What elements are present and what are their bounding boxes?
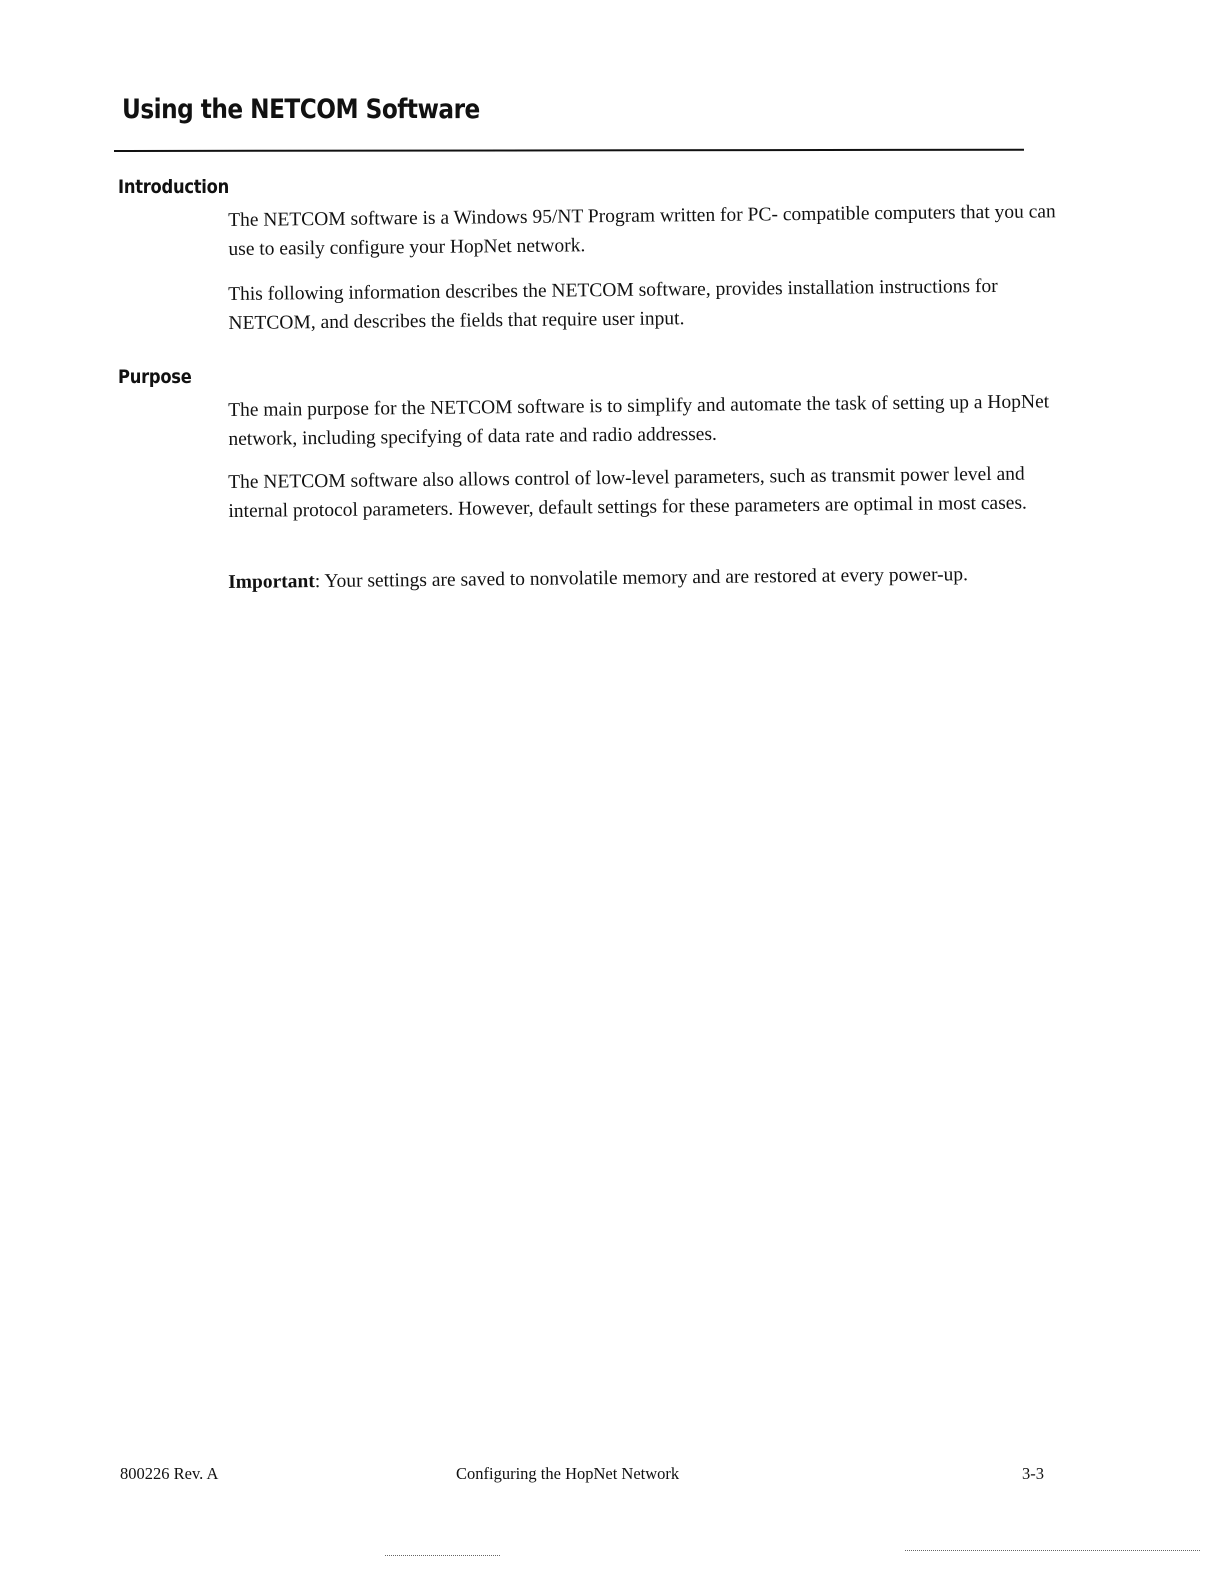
important-note-text: : Your settings are saved to nonvolatile memory and are restored at every power-up. (314, 564, 969, 593)
footer-doc-number: 800226 Rev. A (120, 1464, 219, 1483)
scan-artifact-right (905, 1550, 1200, 1551)
introduction-paragraph-2: This following information describes the NETCOM software, provides installation instructions for NETCOM, and describes the fields that require user input. (228, 275, 998, 334)
footer-chapter-title: Configuring the HopNet Network (456, 1464, 680, 1483)
important-note (228, 559, 1068, 597)
page-title: Using the NETCOM Software (122, 94, 480, 125)
purpose-paragraph-2: The NETCOM software also allows control of low-level parameters, such as transmit power level and internal protocol parameters. However, default settings for these parameters are optimal in most cases. (228, 463, 1027, 522)
purpose-paragraph-1: The main purpose for the NETCOM software is to simplify and automate the task of setting up a HopNet network, including specifying of data rate and radio addresses. (228, 391, 1050, 450)
scan-artifact-left (385, 1555, 500, 1556)
introduction-paragraph-1: The NETCOM software is a Windows 95/NT Program written for PC- compatible computers that you can use to easily configure your HopNet network. (228, 201, 1056, 260)
purpose-heading: Purpose (118, 366, 192, 388)
important-label: Important (228, 571, 315, 593)
title-divider (114, 149, 1024, 152)
introduction-heading: Introduction (118, 176, 230, 198)
footer-page-number: 3-3 (1022, 1464, 1044, 1483)
